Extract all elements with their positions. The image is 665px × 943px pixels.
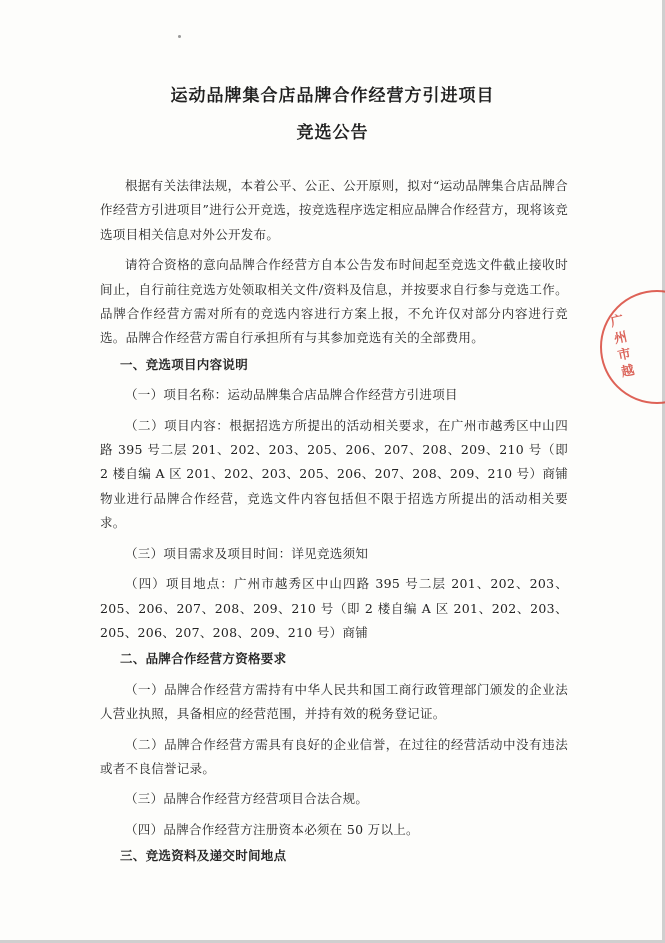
- paragraph: （二）项目内容：根据招选方所提出的活动相关要求，在广州市越秀区中山四路 395 号二层 201、202、203、205、206、207、208、209、210 号（即 2 楼自编 A 区 201、202、203、205、206、207、208、209、210 号）商铺物业进行品牌合作经营，竞选文件内容包括但不限于招选方所提出的活动相关要求。: [100, 417, 568, 531]
- section-heading: 三、竞选资料及递交时间地点: [120, 848, 287, 864]
- paragraph: （三）品牌合作经营方经营项目合法合规。: [125, 791, 369, 807]
- paragraph: （一）项目名称：运动品牌集合店品牌合作经营方引进项目: [125, 387, 458, 403]
- document-title: 运动品牌集合店品牌合作经营方引进项目: [170, 86, 495, 106]
- document-body: [100, 174, 568, 869]
- paragraph: （二）品牌合作经营方需具有良好的企业信誉，在过往的经营活动中没有违法或者不良信誉记录。: [100, 736, 568, 776]
- scan-speck: [178, 35, 181, 38]
- seal-lettering: 广州市越: [609, 313, 636, 381]
- section-heading: 二、品牌合作经营方资格要求: [120, 651, 287, 667]
- paragraph: （四）项目地点：广州市越秀区中山四路 395 号二层 201、202、203、205、206、207、208、209、210 号（即 2 楼自编 A 区 201、202、203、205、206、207、208、209、210 号）商铺: [100, 576, 568, 640]
- section-heading: 一、竞选项目内容说明: [120, 356, 249, 372]
- paragraph: 请符合资格的意向品牌合作经营方自本公告发布时间起至竞选文件截止接收时间止，自行前往竞选方处领取相关文件/资料及信息，并按要求自行参与竞选工作。品牌合作经营方需对所有的竞选内容进行方案上报，不允许仅对部分内容进行竞选。品牌合作经营方需自行承担所有与其参加竞选有关的全部费用。: [100, 257, 568, 346]
- paragraph: （四）品牌合作经营方注册资本必须在 50 万以上。: [125, 821, 419, 837]
- paragraph: （一）品牌合作经营方需持有中华人民共和国工商行政管理部门颁发的企业法人营业执照，具备相应的经营范围，并持有效的税务登记证。: [100, 681, 568, 722]
- paragraph: 根据有关法律法规，本着公平、公正、公开原则，拟对“运动品牌集合店品牌合作经营方引进项目”进行公开竞选，按竞选程序选定相应品牌合作经营方，现将该竞选项目相关信息对外公开发布。: [100, 178, 568, 242]
- paragraph: （三）项目需求及项目时间：详见竞选须知: [125, 545, 369, 561]
- document-subtitle: 竞选公告: [296, 123, 369, 143]
